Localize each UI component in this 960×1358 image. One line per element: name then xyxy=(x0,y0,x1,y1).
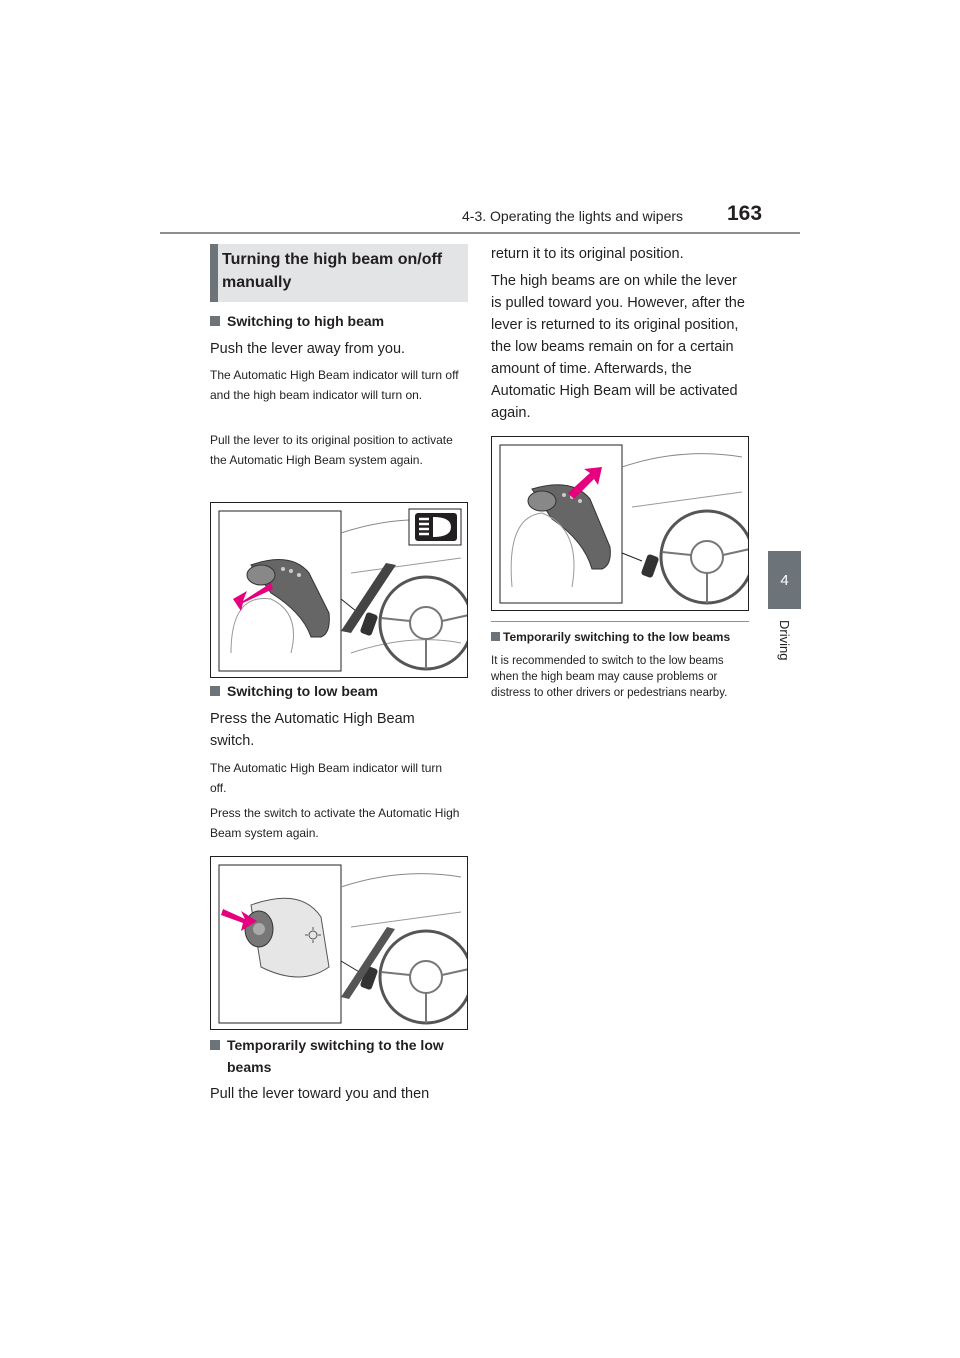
square-bullet-icon xyxy=(491,632,500,641)
temp-low-note-heading-text: Temporarily switching to the low beams xyxy=(503,630,731,644)
temp-low-heading-text: Temporarily switching to the low beams xyxy=(227,1037,444,1075)
square-bullet-icon xyxy=(210,316,220,326)
note-divider xyxy=(491,621,749,622)
low-beam-note-1: The Automatic High Beam indicator will turn off. xyxy=(210,761,443,795)
chapter-tab xyxy=(768,551,801,609)
low-beam-note-2: Press the switch to activate the Automatic High Beam system again. xyxy=(210,806,460,840)
temp-low-heading xyxy=(210,1034,468,1078)
steering-wheel-icon xyxy=(380,931,467,1023)
figure-press-switch xyxy=(210,856,468,1030)
high-beam-instruction: Push the lever away from you. xyxy=(210,341,406,357)
header-divider xyxy=(160,232,800,234)
high-beam-heading xyxy=(210,310,468,332)
section-title: Turning the high beam on/off manually xyxy=(222,251,443,291)
high-beam-note-1: The Automatic High Beam indicator will turn off and the high beam indicator will turn on. xyxy=(210,368,459,402)
figure-pull-lever xyxy=(491,436,749,611)
steering-wheel-icon xyxy=(380,577,467,669)
high-beam-note-2: Pull the lever to its original position to activate the Automatic High Beam system again. xyxy=(210,433,453,467)
section-heading-bar xyxy=(210,244,218,302)
figure-push-lever xyxy=(210,502,468,678)
header-section-title: 4-3. Operating the lights and wipers xyxy=(462,208,684,224)
low-beam-heading-text: Switching to low beam xyxy=(227,683,378,699)
chapter-number: 4 xyxy=(780,571,789,589)
steering-wheel-icon xyxy=(661,511,748,603)
temp-low-note-text: It is recommended to switch to the low beams when the high beam may cause problems or distress to other drivers or pedestrians nearby. xyxy=(491,655,728,699)
page-number: 163 xyxy=(727,202,763,225)
temp-low-explanation: The high beams are on while the lever is pulled toward you. However, after the lever is returned to its original position, the low beams remain on for a certain amount of time. Afterwards, the Automatic High Beam will be activated again. xyxy=(491,273,745,421)
chapter-label-text: Driving xyxy=(777,620,792,661)
temp-low-note-heading xyxy=(491,628,751,646)
square-bullet-icon xyxy=(210,686,220,696)
low-beam-heading xyxy=(210,680,468,702)
temp-low-instruction-part-1: Pull the lever toward you and then xyxy=(210,1086,430,1102)
high-beam-heading-text: Switching to high beam xyxy=(227,313,385,329)
chapter-label xyxy=(770,620,800,680)
temp-low-instruction-part-2: return it to its original position. xyxy=(491,246,684,262)
low-beam-instruction: Press the Automatic High Beam switch. xyxy=(210,711,415,749)
square-bullet-icon xyxy=(210,1040,220,1050)
high-beam-indicator-icon xyxy=(409,509,461,545)
